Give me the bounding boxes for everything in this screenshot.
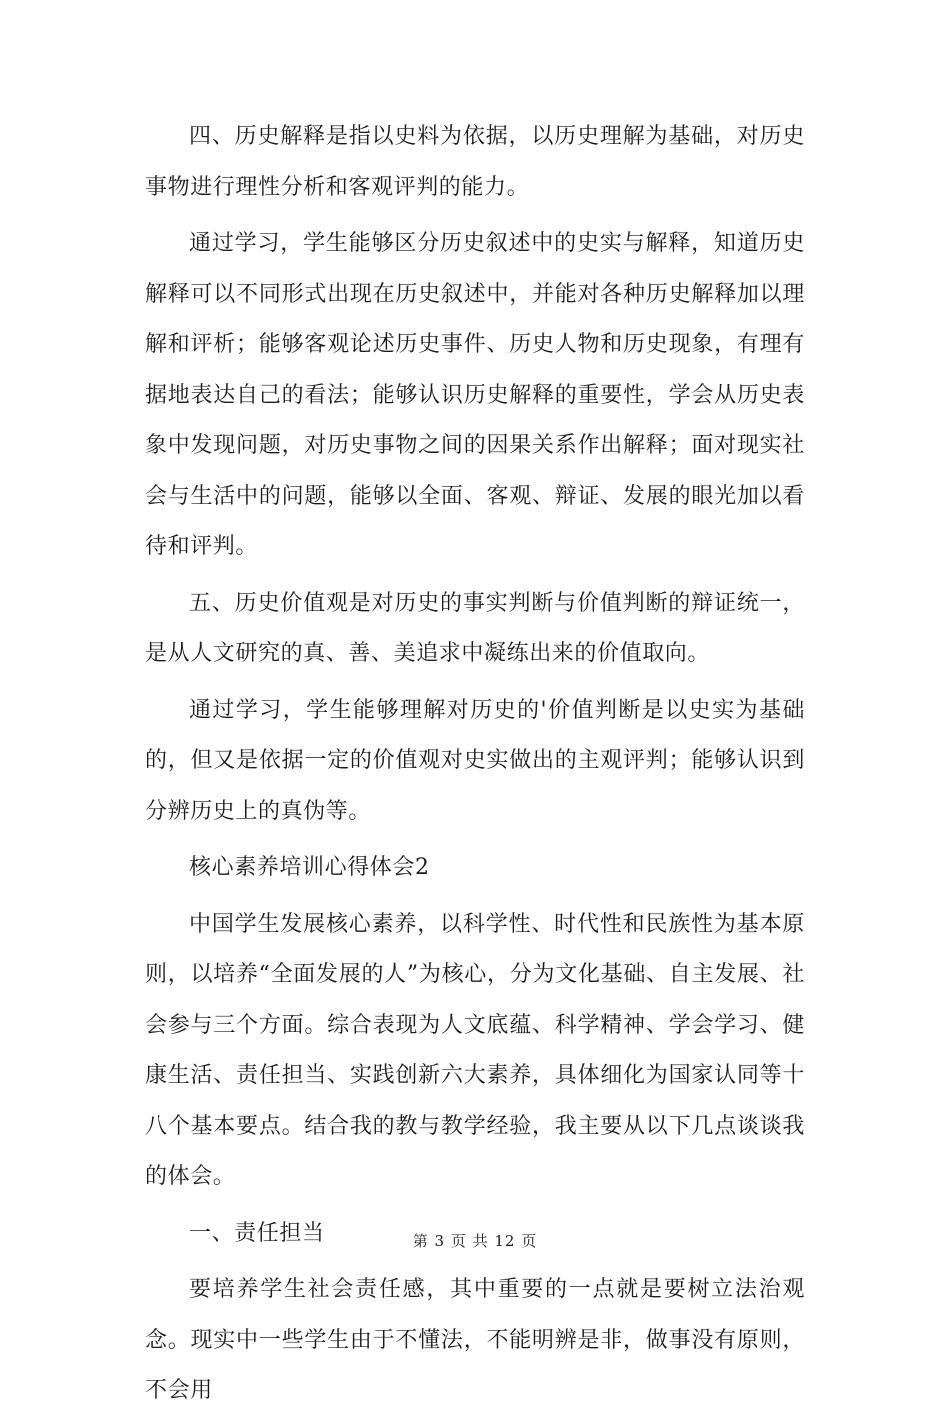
- subheading-responsibility: 一、责任担当: [189, 1220, 325, 1246]
- page-number-footer: 第 3 页 共 12 页: [412, 1232, 538, 1250]
- document-body: [145, 112, 805, 1423]
- section-heading-core-literacy-2: 核心素养培训心得体会2: [189, 855, 430, 880]
- paragraph-interpretation-learning: 通过学习，学生能够区分历史叙述中的史实与解释，知道历史解释可以不同形式出现在历史叙述中，并能对各种历史解释加以理解和评析；能够客观论述历史事件、历史人物和历史现象，有理有据地表达自己的看法；能够认识历史解释的重要性，学会从历史表象中发现问题，对历史事物之间的因果关系作出解释；面对现实社会与生活中的问题，能够以全面、客观、辩证、发展的眼光加以看待和评判。: [145, 231, 805, 559]
- paragraph-history-interpretation: 四、历史解释是指以史料为依据，以历史理解为基础，对历史事物进行理性分析和客观评判的能力。: [145, 124, 805, 200]
- paragraph-social-responsibility: 要培养学生社会责任感，其中重要的一点就是要树立法治观念。现实中一些学生由于不懂法，不能明辨是非，做事没有原则，不会用: [145, 1277, 805, 1403]
- paragraph-values-learning: 通过学习，学生能够理解对历史的'价值判断是以史实为基础的，但又是依据一定的价值观对史实做出的主观评判；能够认识到分辨历史上的真伪等。: [145, 697, 805, 824]
- paragraph-history-values: 五、历史价值观是对历史的事实判断与价值判断的辩证统一，是从人文研究的真、善、美追求中凝练出来的价值取向。: [145, 590, 805, 666]
- paragraph-core-literacy-intro: 中国学生发展核心素养，以科学性、时代性和民族性为基本原则，以培养“全面发展的人”为核心，分为文化基础、自主发展、社会参与三个方面。综合表现为人文底蕴、科学精神、学会学习、健康生活、责任担当、实践创新六大素养，具体细化为国家认同等十八个基本要点。结合我的教与教学经验，我主要从以下几点谈谈我的体会。: [145, 911, 805, 1189]
